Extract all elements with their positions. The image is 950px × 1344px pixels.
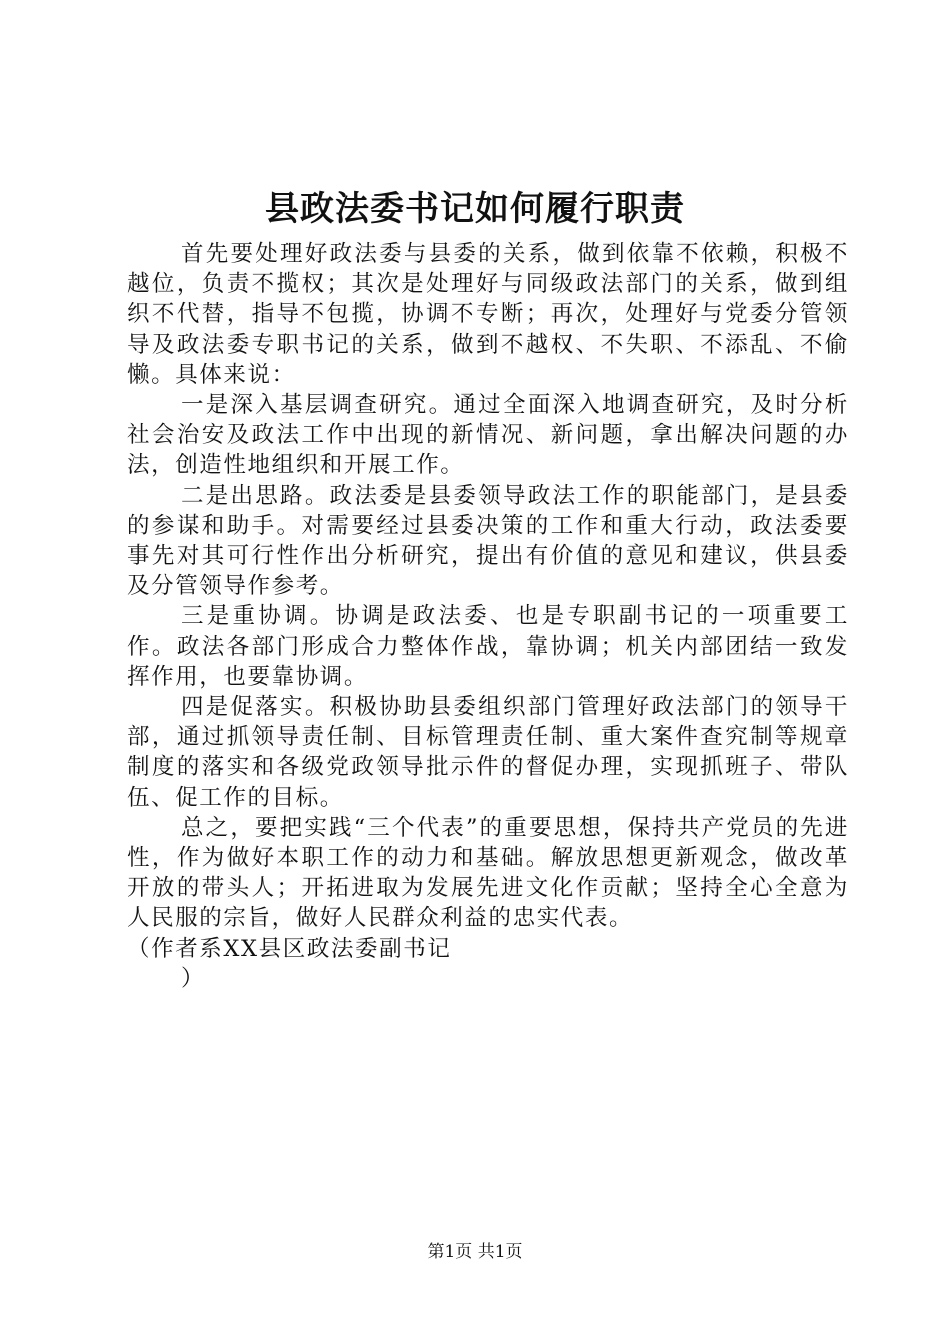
paragraph-intro: 首先要处理好政法委与县委的关系，做到依靠不依赖，积极不越位，负责不揽权；其次是处理好与同级政法部门的关系，做到组织不代替，指导不包揽，协调不专断；再次，处理好与党委分管领导及政法委专职书记的关系，做到不越权、不失职、不添乱、不偷懒。具体来说： <box>127 241 849 388</box>
paragraph-point-4: 四是促落实。积极协助县委组织部门管理好政法部门的领导干部，通过抓领导责任制、目标管理责任制、重大案件查究制等规章制度的落实和各级党政领导批示件的督促办理，实现抓班子、带队伍、促工作的目标。 <box>127 694 849 811</box>
author-note: （作者系XX县区政法委副书记 <box>127 935 452 962</box>
document-title: 县政法委书记如何履行职责 <box>265 189 685 229</box>
paragraph-point-1: 一是深入基层调查研究。通过全面深入地调查研究，及时分析社会治安及政法工作中出现的新情况、新问题，拿出解决问题的办法，创造性地组织和开展工作。 <box>127 392 849 479</box>
paragraph-point-3: 三是重协调。协调是政法委、也是专职副书记的一项重要工作。政法各部门形成合力整体作战，靠协调；机关内部团结一致发挥作用，也要靠协调。 <box>127 603 849 690</box>
paragraph-point-2: 二是出思路。政法委是县委领导政法工作的职能部门，是县委的参谋和助手。对需要经过县委决策的工作和重大行动，政法委要事先对其可行性作出分析研究，提出有价值的意见和建议，供县委及分管领导作参考。 <box>127 482 849 600</box>
paragraph-summary: 总之，要把实践“三个代表”的重要思想，保持共产党员的先进性，作为做好本职工作的动力和基础。解放思想更新观念，做改革开放的带头人；开拓进取为发展先进文化作贡献；坚持全心全意为人民服的宗旨，做好人民群众利益的忠实代表。 <box>127 814 849 932</box>
author-note-close: ） <box>181 965 206 992</box>
document-body <box>127 239 849 994</box>
page-footer: 第1页 共1页 <box>427 1242 523 1262</box>
